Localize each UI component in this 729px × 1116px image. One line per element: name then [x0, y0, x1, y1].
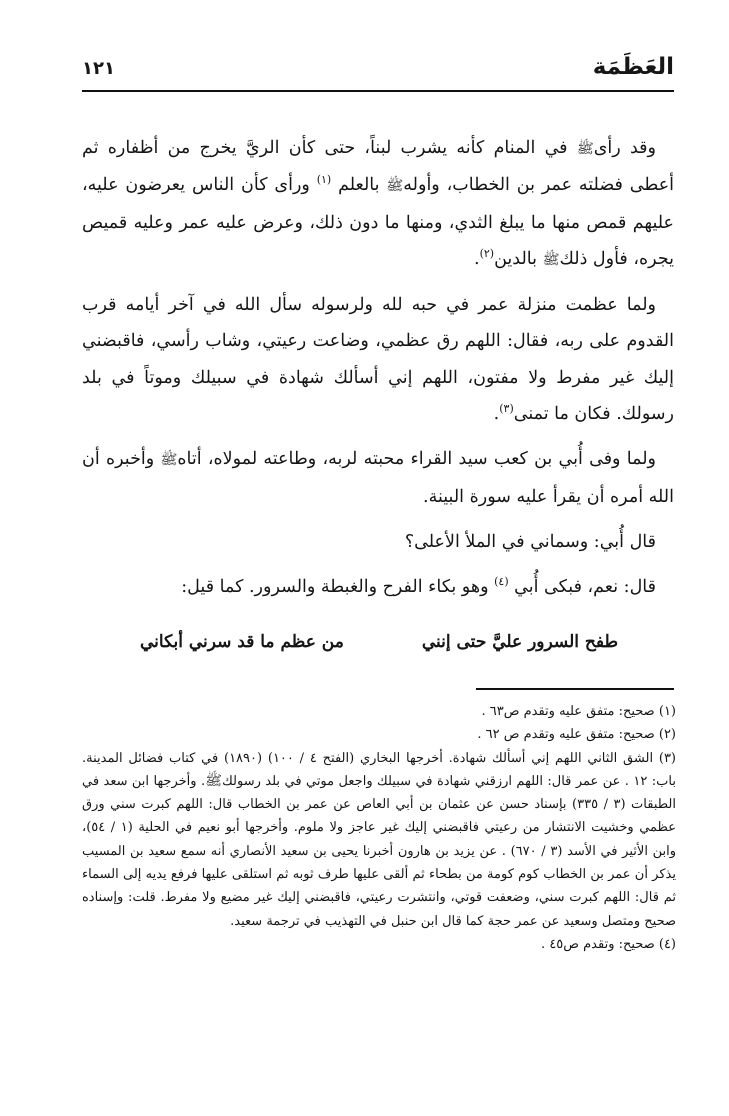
salutation-symbol: ﷺ	[386, 178, 404, 195]
text-run: قال: نعم، فبكى أُبي	[508, 577, 656, 598]
footnote-ref-3[interactable]: (٣)	[499, 402, 514, 416]
text-run: بالعلم	[331, 175, 387, 196]
text-run: .	[493, 404, 500, 425]
salutation-symbol: ﷺ	[160, 452, 178, 469]
footnote-ref-4[interactable]: (٤)	[494, 575, 509, 589]
paragraph-dream	[82, 130, 674, 278]
main-text	[82, 130, 674, 615]
salutation-symbol: ﷺ	[576, 141, 594, 157]
footnote-1: (١) صحيح: متفق عليه وتقدم ص٦٣ .	[481, 704, 676, 719]
verse-second-hemistich: من عظم ما قد سرني أبكاني	[140, 632, 344, 652]
footnotes	[82, 700, 676, 956]
page-header	[82, 52, 674, 92]
footnote-4: (٤) صحيح: وتقدم ص٤٥ .	[541, 936, 676, 952]
text-run: وقد رأى	[593, 138, 656, 158]
footnote-separator	[476, 688, 674, 690]
text-run: .	[473, 248, 480, 269]
text-run: (٣) الشق الثاني اللهم إني أسألك شهادة. أخرجها البخاري (الفتح ٤ / ١٠٠) (١٨٩٠) في كتاب فضائل المدينة. باب: ١٢ . عن عمر قال: اللهم ارزقني شهادة في سبيلك واجعل موتي في بلد رسولك	[82, 750, 676, 789]
footnote-ref-2[interactable]: (٢)	[479, 246, 495, 260]
header-rule	[82, 90, 674, 92]
text-run: قال أُبي: وسماني في الملأ الأعلى؟	[404, 531, 656, 552]
paragraph-umar-prayer	[82, 287, 674, 432]
footnote-3	[82, 747, 676, 933]
text-run: في المنام كأنه يشرب لبناً، حتى كأن الريَّ يخرج من أظفاره ثم أعطى فضلته عمر بن الخطاب، وأوله	[82, 138, 674, 196]
text-run: وهو بكاء الفرح والغبطة والسرور. كما قيل:	[181, 577, 495, 598]
paragraph-answer	[82, 569, 674, 605]
salutation-symbol: ﷺ	[205, 772, 223, 789]
text-run: ورأى كأن الناس يعرضون عليه، عليهم قمص منها ما يبلغ الثدي، ومنها ما دون ذلك، وعرض عليه عمر وعليه قميص يجره، فأول ذلك	[82, 175, 674, 269]
text-run: بالدين	[494, 248, 543, 269]
page-number: ١٢١	[82, 58, 115, 79]
poem-verse	[82, 628, 674, 664]
text-run: ولما عظمت منزلة عمر في حبه لله ولرسوله سأل الله في آخر أيامه قرب القدوم على ربه، فقال: اللهم رق عظمي، وضاعت رعيتي، وشاب رأسي، فاقبضني إليك غير مفرط ولا مفتون، اللهم إني أسألك شهادة في سبيلك وموتاً في بلد رسولك. فكان ما تمنى	[82, 295, 674, 425]
verse-first-hemistich: طفح السرور عليَّ حتى إنني	[421, 632, 618, 652]
paragraph-question	[82, 524, 674, 560]
text-run: وأخبره أن الله أمره أن يقرأ عليه سورة البينة.	[82, 449, 674, 507]
text-run: ولما وفى أُبي بن كعب سيد القراء محبته لربه، وطاعته لمولاه، أتاه	[177, 449, 656, 470]
footnote-2: (٢) صحيح: متفق عليه وتقدم ص ٦٢ .	[477, 727, 676, 743]
salutation-symbol: ﷺ	[542, 251, 560, 268]
text-run: . وأخرجها ابن سعد في الطبقات (٣ / ٣٣٥) بإسناد حسن عن عثمان بن أبي العاص عن عمر بن الخطاب قال: اللهم كبرت سني ورق عظمي وخشيت الانتشار من رعيتي فاقبضني إليك غير عاجز ولا ملوم. وأخرجها أبو نعيم في الحلية (١ / ٥٤)، وابن الأثير في الأسد (٣ / ٦٧٠) . عن يزيد بن هارون أخبرنا يحيى بن سعيد الأنصاري أنه سمع سعيد بن المسيب يذكر أن عمر بن الخطاب كوم كومة من بطحاء ثم ألقى عليها طرف ثوبه ثم استلقى عليها فرفع يديه إلى السماء ثم قال: اللهم كبرت سني، وضعفت قوتي، وانتشرت رعيتي، فاقبضني إليك غير مضيع ولا مفرط. قلت: وإسناده صحيح ومتصل وسعيد عن عمر حجة كما قال ابن حنبل في التهذيب في ترجمة سعيد.	[82, 773, 676, 929]
running-title: العَظَمَة	[592, 54, 674, 80]
paragraph-ubayy	[82, 441, 674, 515]
footnote-ref-1[interactable]: (١)	[316, 173, 332, 187]
